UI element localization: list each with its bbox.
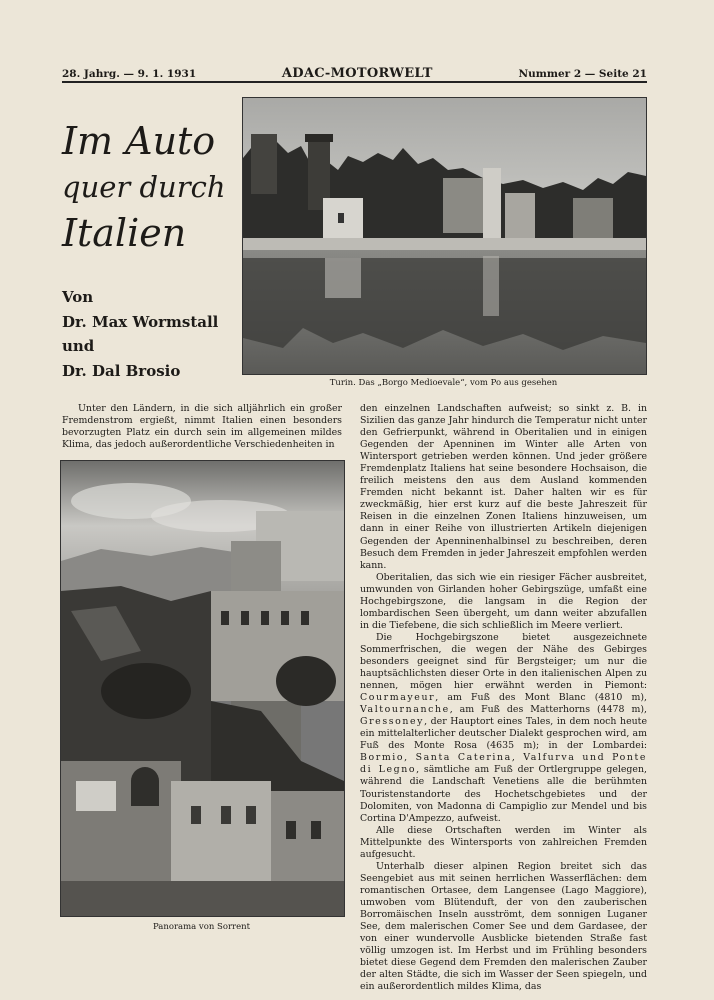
turin-caption: Turin. Das „Borgo Medioevale“, vom Po aus gesehen xyxy=(329,378,558,388)
p3-text-a: Die Hochgebirgszone bietet ausgezeichnete Sommerfrischen, die wegen der Nähe des Gebirges besonders geeignet sind für Bergsteiger; um nur die hauptsächlichsten dieser Orte in den italienischen Alpen zu nennen, mögen hier erwähnt werden in Piemont: xyxy=(360,631,647,692)
byline-und: und xyxy=(62,337,95,355)
paragraph-1: den einzelnen Landschaften aufweist; so sinkt z. B. in Sizilien das ganze Jahr hindurch die Temperatur nicht unter den Gefrierpunkt, während in Oberitalien und in einigen Gegenden der Apenninen im Winter alle Arten von Wintersport getrieben werden können. Und jeder größere Fremdenplatz Italiens hat seine besondere Hochsaison, die freilich meistens den aus dem Ausland kommenden Fremden nicht bekannt ist. Daher halten wir es für zweckmäßig, hier erst kurz auf die beste Jahreszeit für Reisen in die einzelnen Zonen Italiens hinzuweisen, um dann in einer Reihe von illustrierten Artikeln diejenigen Gegenden der Apenninenhalbinsel zu beschreiben, deren Besuch dem Fremden in jeder Jahreszeit empfohlen werden kann. xyxy=(360,403,647,571)
turin-photo-image xyxy=(243,98,646,374)
paragraph-5: Unterhalb dieser alpinen Region breitet sich das Seengebiet aus mit seinen herrlichen Wasserflächen: dem romantischen Ortasee, dem Langensee (Lago Maggiore), umwoben vom Blütenduft, der von den zauberischen Borromäischen Inseln ausströmt, dem sonnigen Luganer See, dem malerischen Comer See und dem Gardasee, der von einer wundervolle Ausblicke bietenden Straße fast völlig umzogen ist. Im Herbst und im Frühling besonders bietet diese Gegend dem Fremden den malerischen Zauber der alten Städte, die sich im Wasser der Seen spiegeln, und ein außerordentlich mildes Klima, das xyxy=(360,860,647,993)
sorrent-photo xyxy=(60,460,345,917)
magazine-title: ADAC-MOTORWELT xyxy=(281,66,433,81)
place-courmayeur: Courmayeur xyxy=(360,692,436,704)
sorrent-caption: Panorama von Sorrent xyxy=(152,922,251,932)
p3-text-c: , am Fuß des Matterhorns (4478 m), xyxy=(449,704,647,716)
turin-photo xyxy=(242,97,647,375)
author-2: Dr. Dal Brosio xyxy=(62,361,181,380)
issue-year-date: 28. Jahrg. — 9. 1. 1931 xyxy=(62,68,197,80)
p3-text-d: , der Hauptort eines Tales, in dem noch heute ein mittelalterlicher deutscher Dialekt gesprochen wird, am Fuß des Monte Rosa (4635 m); in der Lombardei: xyxy=(360,716,647,752)
page-header xyxy=(62,66,647,82)
paragraph-4: Alle diese Ortschaften werden im Winter als Mittelpunkte des Wintersports von zahlreichen Fremden aufgesucht. xyxy=(360,824,647,860)
paragraph-2: Oberitalien, das sich wie ein riesiger Fächer ausbreitet, umwunden von Girlanden hoher Gebirgszüge, umfaßt eine Hochgebirgszone, die langsam in die Region der lombardischen Seen übergeht, um dann weiter abzufallen in die Tiefebene, die sich schließlich im Meere verliert. xyxy=(360,571,647,631)
place-valtournanche: Valtournanche xyxy=(360,704,450,716)
title-line-3: Italien xyxy=(62,211,187,255)
p3-text-b: , am Fuß des Mont Blanc (4810 m), xyxy=(435,692,647,704)
place-gressoney: Gressoney xyxy=(360,716,425,728)
places-lombardei: Bormio, Santa Caterina, Valfurva und Ponte di Legno xyxy=(360,752,647,776)
right-column xyxy=(360,403,647,993)
paragraph-3 xyxy=(360,632,647,825)
intro-text: Unter den Ländern, in die sich alljährlich ein großer Fremdenstrom ergießt, nimmt Italien einen besonders bevorzugten Platz ein durch sein im allgemeinen mildes Klima, das jedoch außerordentliche Verschiedenheiten in xyxy=(62,403,342,451)
p3-text-e: , sämtliche am Fuß der Ortlergruppe gelegen, während die Landschaft Venetiens alle die berühmten Touristenstandorte des Hochetschgebietes und der Dolomiten, von Madonna di Campiglio zur Mendel und bis Cortina D'Ampezzo, aufweist. xyxy=(360,764,647,824)
header-rule xyxy=(62,81,647,83)
title-line-1: Im Auto xyxy=(62,119,216,163)
sorrent-photo-image xyxy=(61,461,344,916)
intro-paragraph xyxy=(62,403,342,451)
issue-number-page: Nummer 2 — Seite 21 xyxy=(518,68,647,80)
author-1: Dr. Max Wormstall xyxy=(62,312,219,331)
article-title xyxy=(62,118,242,256)
article-byline xyxy=(62,285,242,383)
byline-von: Von xyxy=(62,288,94,306)
title-line-2: quer durch xyxy=(62,170,226,204)
